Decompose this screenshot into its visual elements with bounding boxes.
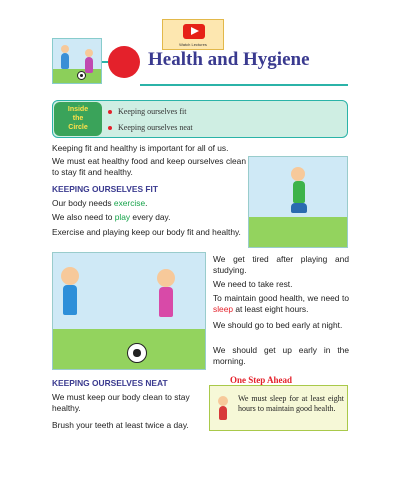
section-heading-fit: KEEPING OURSELVES FIT bbox=[52, 184, 158, 194]
play-video-icon bbox=[183, 24, 205, 39]
paragraph-tired: We get tired after playing and studying. bbox=[213, 254, 349, 275]
chapter-dot bbox=[108, 46, 140, 78]
header-illustration bbox=[52, 38, 102, 84]
inside-the-circle-badge bbox=[54, 102, 102, 136]
keyword-sleep: sleep bbox=[213, 304, 234, 314]
one-step-ahead-title: One Step Ahead bbox=[230, 375, 293, 385]
one-step-ahead-box bbox=[209, 385, 348, 431]
badge-line: Inside bbox=[67, 106, 89, 113]
topic-item bbox=[108, 123, 193, 132]
intro-paragraph: We must eat healthy food and keep ourselves clean to stay fit and healthy. bbox=[52, 156, 246, 177]
boys-playing-football-illustration bbox=[52, 252, 206, 370]
topic-item-label: Keeping ourselves fit bbox=[118, 107, 187, 116]
paragraph-rest: We need to take rest. bbox=[213, 279, 293, 289]
one-step-ahead-text: We must sleep for at least eight hours to maintain good health. bbox=[238, 394, 344, 413]
paragraph-exercise: Our body needs exercise. bbox=[52, 198, 148, 208]
bullet-icon bbox=[108, 126, 112, 130]
page-title: Health and Hygiene bbox=[148, 49, 310, 70]
video-badge-caption: Watch Lectures bbox=[179, 42, 207, 47]
topic-item bbox=[108, 107, 186, 116]
paragraph-play: We also need to play every day. bbox=[52, 212, 171, 222]
intro-paragraph: Keeping fit and healthy is important for all of us. bbox=[52, 143, 229, 153]
paragraph-sleep: To maintain good health, we need to sleep at least eight hours. bbox=[213, 293, 349, 314]
thinking-boy-icon bbox=[216, 396, 230, 422]
paragraph-clean: We must keep our body clean to stay healthy. bbox=[52, 392, 190, 413]
exercising-boy-illustration bbox=[248, 156, 348, 248]
paragraph-exercise-playing: Exercise and playing keep our body fit and healthy. bbox=[52, 227, 241, 237]
paragraph-wake: We should get up early in the morning. bbox=[213, 345, 349, 366]
keyword-play: play bbox=[114, 212, 131, 222]
paragraph-brush: Brush your teeth at least twice a day. bbox=[52, 420, 189, 430]
bullet-icon bbox=[108, 110, 112, 114]
header-rule bbox=[140, 84, 348, 86]
badge-line: Circle bbox=[68, 124, 88, 131]
badge-line: the bbox=[72, 115, 84, 122]
section-heading-neat: KEEPING OURSELVES NEAT bbox=[52, 378, 168, 388]
topic-item-label: Keeping ourselves neat bbox=[118, 123, 193, 132]
paragraph-bed: We should go to bed early at night. bbox=[213, 320, 343, 330]
keyword-exercise: exercise bbox=[113, 198, 146, 208]
watch-lectures-badge[interactable] bbox=[162, 19, 224, 50]
